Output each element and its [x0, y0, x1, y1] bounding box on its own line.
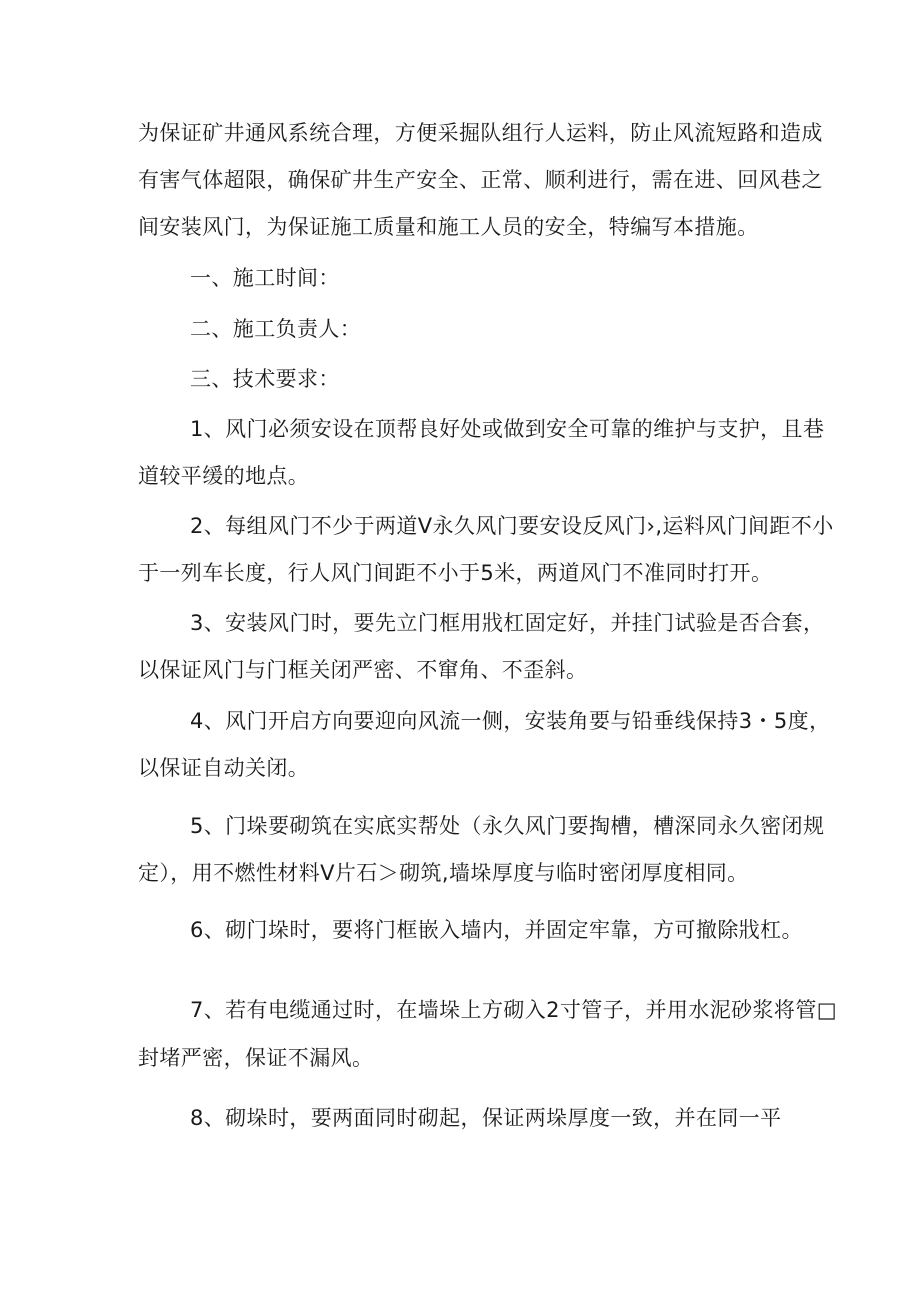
item-4-line-2: 以保证自动关闭。: [138, 756, 310, 780]
item-8-line-1: 8、砌垛时，要两面同时砌起，保证两垛厚度一致，并在同一平: [190, 1106, 782, 1130]
item-7-line-1: 7、若有电缆通过时，在墙垛上方砌入2寸管子，并用水泥砂浆将管□: [190, 998, 837, 1022]
intro-line-3: 间安装风门，为保证施工质量和施工人员的安全，特编写本措施。: [138, 215, 759, 239]
item-6-line-1: 6、砌门垛时，要将门框嵌入墙内，并固定牢靠，方可撤除戕杠。: [190, 918, 803, 942]
item-3-line-2: 以保证风门与门框关闭严密、不窜角、不歪斜。: [138, 658, 588, 682]
item-4-line-1: 4、风门开启方向要迎向风流一侧，安装角要与铅垂线保持3・5度，: [190, 709, 831, 733]
intro-line-1: 为保证矿井通风系统合理，方便采掘队组行人运料，防止风流短路和造成: [138, 121, 823, 145]
item-1-line-1: 1、风门必须安设在顶帮良好处或做到安全可靠的维护与支护，且巷: [190, 417, 825, 441]
item-7-line-2: 封堵严密，保证不漏风。: [138, 1046, 374, 1070]
item-1-line-2: 道较平缓的地点。: [138, 464, 310, 488]
item-2-line-1: 2、每组风门不少于两道V永久风门要安设反风门›,运料风门间距不小: [190, 514, 834, 538]
item-5-line-1: 5、门垛要砌筑在实底实帮处（永久风门要掏槽，槽深同永久密闭规: [190, 814, 825, 838]
item-5-line-2: 定），用不燃性材料V片石＞砌筑,墙垛厚度与临时密闭厚度相同。: [138, 861, 749, 885]
intro-line-2: 有害气体超限，确保矿井生产安全、正常、顺利进行，需在进、回风巷之: [138, 168, 823, 192]
section-leader-heading: 二、施工负责人：: [190, 317, 362, 341]
item-3-line-1: 3、安装风门时，要先立门框用戕杠固定好，并挂门试验是否合套，: [190, 611, 825, 635]
item-2-line-2: 于一列车长度，行人风门间距不小于5米，两道风门不准同时打开。: [138, 561, 773, 585]
section-time-heading: 一、施工时间：: [190, 266, 340, 290]
section-tech-heading: 三、技术要求：: [190, 367, 340, 391]
